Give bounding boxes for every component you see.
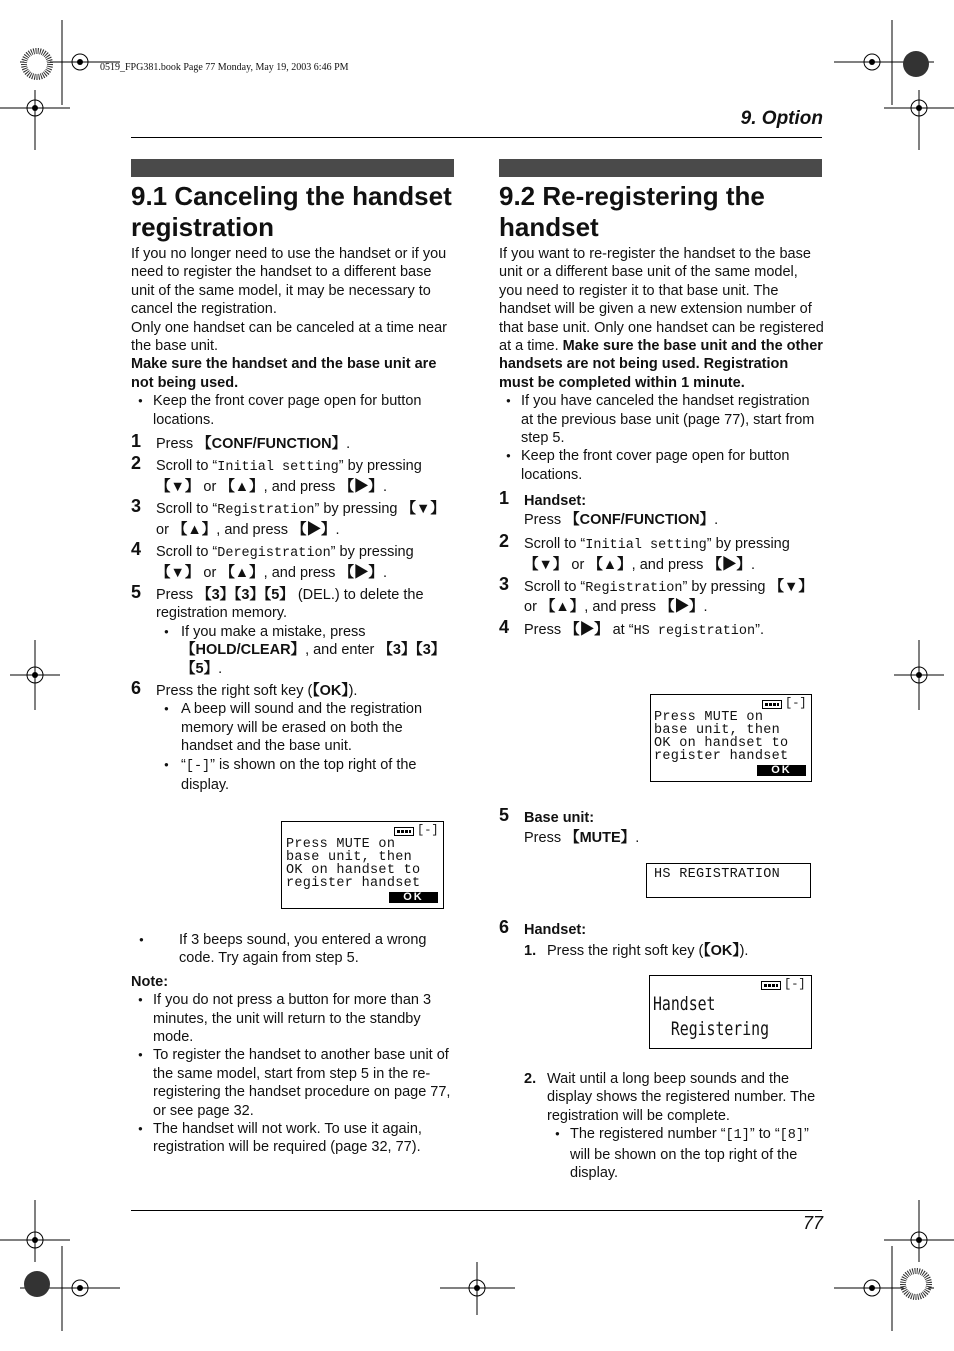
lcd-status: [-] [417, 823, 439, 837]
conf-function-key: 【CONF/FUNCTION】 [197, 436, 347, 453]
right-step-6 [499, 917, 824, 961]
down-key: 【▼】 [769, 578, 813, 595]
step-2: 2 Scroll to “Initial setting” by pressing 【▼】 or 【▲】, and press 【▶】. [499, 531, 790, 573]
ok-key: 【OK】 [703, 943, 740, 960]
step-5: 5 Base unit: Press 【MUTE】. [499, 805, 640, 847]
warning-text: Make sure the handset and the base unit are not being used. [131, 356, 437, 391]
lcd-text: Press MUTE on base unit, then OK on handset to register handset [654, 710, 789, 764]
lcd-display-register-prompt [650, 694, 812, 782]
right-step-6-cont [524, 1070, 824, 1182]
battery-icon [394, 825, 414, 837]
step-4: 4 Press 【▶】 at “HS registration”. [499, 616, 764, 639]
hold-clear-key: 【HOLD/CLEAR】 [181, 642, 306, 659]
right-key: 【▶】 [339, 564, 383, 581]
step-4: 4 Scroll to “Deregistration” by pressing 【▼】 or 【▲】, and press 【▶】. [131, 539, 414, 581]
right-key: 【▶】 [292, 521, 336, 538]
running-head: 9. Option [740, 108, 823, 129]
down-key: 【▼】 [524, 556, 568, 573]
left-column [131, 245, 456, 794]
step-6: 6 Press the right soft key (【OK】). ● A beep will sound and the registration memory will be erased on both the handset and the base unit. ● “[-]” is shown on the top right of the display. [131, 682, 456, 794]
right-key: 【▶】 [339, 478, 383, 495]
up-key: 【▲】 [220, 478, 264, 495]
right-key: 【▶】 [707, 556, 751, 573]
lcd-display-registering [649, 975, 812, 1049]
numbered-substep: 2. Wait until a long beep sounds and the display shows the registered number. The registration will be complete. ● The registered number “[1]” to “[8]” will be shown on the top right of the display. [524, 1070, 824, 1182]
right-step-5 [499, 805, 824, 848]
section-bar-left [131, 159, 454, 177]
note-item: ● To register the handset to another base unit of the same model, start from step 5 in the re-registering the handset procedure on page 77, or see page 32. [131, 1046, 456, 1120]
step-1: 1 Press 【CONF/FUNCTION】. [131, 431, 351, 453]
lcd-status: [-] [785, 696, 807, 710]
section-title-9-2: 9.2 Re-registering the handset [499, 181, 765, 242]
sub-bullet: ● The registered number “[1]” to “[8]” will be shown on the top right of the display. [547, 1125, 824, 1182]
page-number: 77 [802, 1213, 823, 1233]
print-slug: 0519_FPG381.book Page 77 Monday, May 19, 2003 6:46 PM [100, 62, 349, 73]
step-3: 3 Scroll to “Registration” by pressing 【▼】 or 【▲】, and press 【▶】. [499, 573, 813, 616]
down-key: 【▼】 [401, 501, 445, 518]
left-column-lower [131, 931, 456, 1157]
right-key: 【▶】 [565, 621, 609, 638]
intro-paragraph: If you want to re-register the handset to the base unit or a different base unit of the same model, you need to register it to that base unit. The handset will be given a new extension number of that base unit. Only one handset can be registered at a time. Make sure the base unit and the other handsets are not being used. Registration must be completed within 1 minute. [499, 246, 824, 391]
intro-paragraph-2: Only one handset can be canceled at a time near the base unit. [131, 319, 447, 355]
down-key: 【▼】 [156, 564, 200, 581]
right-column [499, 245, 824, 641]
lcd-display-deregister [281, 821, 444, 909]
down-key: 【▼】 [156, 478, 200, 495]
up-key: 【▲】 [588, 556, 632, 573]
lcd-ok-softkey: OK [389, 892, 438, 903]
sub-bullet: ● If 3 beeps sound, you entered a wrong code. Try again from step 5. [131, 931, 456, 968]
lcd-text: HS REGISTRATION [654, 867, 781, 882]
up-key: 【▲】 [540, 599, 585, 616]
lcd-ok-softkey: OK [757, 765, 806, 776]
lcd-display-base-unit [646, 863, 811, 898]
header-rule [131, 137, 822, 138]
lcd-large-text: Handset Registering [653, 993, 770, 1040]
bullet-item: ● Keep the front cover page open for button locations. [131, 392, 456, 429]
lcd-status: [-] [784, 977, 806, 991]
bullet-item: ● If you have canceled the handset registration at the previous base unit (page 77), start from step 5. [499, 392, 824, 447]
right-key: 【▶】 [660, 599, 704, 616]
footer-rule [131, 1210, 822, 1211]
section-bar-right [499, 159, 822, 177]
step-5: 5 Press 【3】【3】【5】 (DEL.) to delete the registration memory. ● If you make a mistake, press 【HOLD/CLEAR】, and enter 【3】【3】【5】. [131, 586, 456, 678]
del-keys: 【3】【3】【5】 [197, 586, 294, 603]
step-3: 3 Scroll to “Registration” by pressing 【▼】 or 【▲】, and press 【▶】. [131, 496, 445, 538]
lcd-text: Press MUTE on base unit, then OK on handset to register handset [286, 837, 421, 891]
ok-key: 【OK】 [312, 682, 349, 699]
battery-icon [761, 979, 781, 991]
section-title-9-1: 9.1 Canceling the handset registration [131, 181, 452, 242]
note-item: ● The handset will not work. To use it again, registration will be required (page 32, 77). [131, 1120, 456, 1157]
step-2: 2 Scroll to “Initial setting” by pressing 【▼】 or 【▲】, and press 【▶】. [131, 453, 422, 495]
sub-bullet: ● “[-]” is shown on the top right of the display. [156, 756, 456, 795]
step-6: 6 Handset: 1. Press the right soft key (【OK】). [499, 921, 824, 961]
up-key: 【▲】 [172, 521, 217, 538]
step-1: 1 Handset: Press 【CONF/FUNCTION】. [499, 488, 719, 528]
note-label: Note: [131, 973, 169, 990]
note-item: ● If you do not press a button for more than 3 minutes, the unit will return to the standby mode. [131, 991, 456, 1046]
sub-bullet: ● If you make a mistake, press 【HOLD/CLEAR】, and enter 【3】【3】【5】. [156, 623, 456, 678]
up-key: 【▲】 [220, 564, 264, 581]
sub-bullet: ● A beep will sound and the registration memory will be erased on both the handset and the base unit. [156, 700, 456, 755]
numbered-substep: 1. Press the right soft key (【OK】). [524, 943, 749, 960]
battery-icon [762, 698, 782, 710]
intro-paragraph: If you no longer need to use the handset or if you need to register the handset to a different base unit of the same model, it may be necessary to cancel the registration. [131, 246, 447, 318]
mute-key: 【MUTE】 [565, 830, 636, 847]
bullet-item: ● Keep the front cover page open for button locations. [499, 447, 824, 484]
conf-function-key: 【CONF/FUNCTION】 [565, 511, 715, 528]
